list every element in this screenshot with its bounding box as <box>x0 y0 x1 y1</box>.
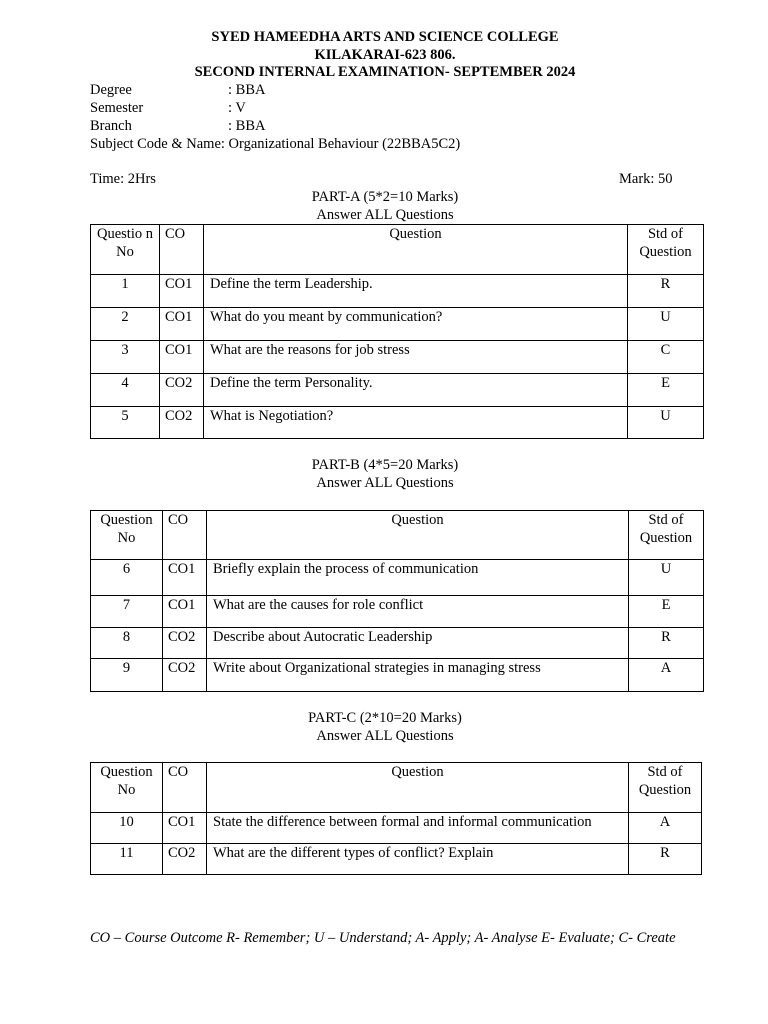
college-name: SYED HAMEEDHA ARTS AND SCIENCE COLLEGE <box>211 29 559 45</box>
course-outcome: CO2 <box>160 407 204 439</box>
course-outcome: CO1 <box>160 308 204 341</box>
course-outcome: CO1 <box>160 341 204 374</box>
question-no: 3 <box>91 341 160 374</box>
college-address: KILAKARAI-623 806. <box>314 46 456 63</box>
part-b-title: PART-B (4*5=20 Marks) <box>311 457 459 474</box>
column-header: Std of Question <box>629 510 704 559</box>
question-no: 9 <box>91 658 163 691</box>
column-header: Questio n No <box>91 225 160 275</box>
question-no: 6 <box>91 559 163 595</box>
question-standard: E <box>628 374 704 407</box>
exam-time: Time: 2Hrs <box>90 171 156 188</box>
part-c-title: PART-C (2*10=20 Marks) <box>308 709 462 726</box>
column-header: Question <box>204 225 628 275</box>
question-no: 7 <box>91 595 163 627</box>
question-no: 1 <box>91 275 160 308</box>
question-standard: U <box>628 308 704 341</box>
degree-label: Degree <box>90 82 132 99</box>
question-no: 10 <box>91 813 163 844</box>
part-b-table <box>90 510 704 692</box>
question-text: What is Negotiation? <box>204 407 628 439</box>
column-header: Std of Question <box>628 225 704 275</box>
course-outcome: CO2 <box>160 374 204 407</box>
branch-label: Branch <box>90 118 132 135</box>
column-header: Question <box>207 510 629 559</box>
time-mark-row <box>90 171 702 189</box>
exam-title: SECOND INTERNAL EXAMINATION- SEPTEMBER 2024 <box>194 64 576 81</box>
table-row <box>91 341 704 374</box>
table-row <box>91 407 704 439</box>
part-c-table <box>90 762 702 875</box>
table-header-row <box>91 763 702 813</box>
semester-row <box>90 100 702 118</box>
question-text: Define the term Personality. <box>204 374 628 407</box>
exam-mark: Mark: 50 <box>619 171 673 188</box>
footnote-legend: CO – Course Outcome R- Remember; U – Understand; A- Apply; A- Analyse E- Evaluate; C- Create <box>90 930 676 946</box>
column-header: CO <box>163 763 207 813</box>
semester-label: Semester <box>90 100 144 117</box>
table-row <box>91 844 702 875</box>
question-standard: U <box>628 407 704 439</box>
question-text: Briefly explain the process of communication <box>207 559 629 595</box>
degree-value: : BBA <box>228 82 266 99</box>
column-header: Question No <box>91 510 163 559</box>
question-no: 5 <box>91 407 160 439</box>
course-outcome: CO1 <box>160 275 204 308</box>
branch-value: : BBA <box>228 118 266 135</box>
table-row <box>91 275 704 308</box>
table-row <box>91 813 702 844</box>
question-text: State the difference between formal and informal communication <box>207 813 629 844</box>
table-header-row <box>91 510 704 559</box>
column-header: Std of Question <box>629 763 702 813</box>
question-standard: A <box>629 658 704 691</box>
question-text: Define the term Leadership. <box>204 275 628 308</box>
semester-value: : V <box>228 100 246 117</box>
course-outcome: CO1 <box>163 595 207 627</box>
question-no: 8 <box>91 627 163 658</box>
question-standard: R <box>628 275 704 308</box>
question-no: 2 <box>91 308 160 341</box>
question-text: What do you meant by communication? <box>204 308 628 341</box>
column-header: Question <box>207 763 629 813</box>
course-outcome: CO1 <box>163 559 207 595</box>
question-standard: R <box>629 627 704 658</box>
column-header: Question No <box>91 763 163 813</box>
question-standard: E <box>629 595 704 627</box>
part-c-instruction: Answer ALL Questions <box>316 727 454 744</box>
table-row <box>91 658 704 691</box>
table-header-row <box>91 225 704 275</box>
degree-row <box>90 82 702 100</box>
course-outcome: CO2 <box>163 844 207 875</box>
question-text: What are the causes for role conflict <box>207 595 629 627</box>
question-text: What are the reasons for job stress <box>204 341 628 374</box>
question-standard: A <box>629 813 702 844</box>
part-b-instruction: Answer ALL Questions <box>316 475 454 492</box>
table-row <box>91 627 704 658</box>
question-text: What are the different types of conflict? Explain <box>207 844 629 875</box>
table-row <box>91 559 704 595</box>
question-standard: U <box>629 559 704 595</box>
subject-line: Subject Code & Name: Organizational Behaviour (22BBA5C2) <box>90 136 461 153</box>
question-standard: C <box>628 341 704 374</box>
exam-paper <box>90 29 702 875</box>
part-a-title: PART-A (5*2=10 Marks) <box>311 189 459 206</box>
question-text: Describe about Autocratic Leadership <box>207 627 629 658</box>
course-outcome: CO2 <box>163 658 207 691</box>
table-row <box>91 595 704 627</box>
part-a-table <box>90 224 704 439</box>
part-a-instruction: Answer ALL Questions <box>316 206 454 223</box>
question-text: Write about Organizational strategies in managing stress <box>207 658 629 691</box>
question-no: 11 <box>91 844 163 875</box>
column-header: CO <box>160 225 204 275</box>
course-outcome: CO1 <box>163 813 207 844</box>
question-no: 4 <box>91 374 160 407</box>
table-row <box>91 374 704 407</box>
question-standard: R <box>629 844 702 875</box>
table-row <box>91 308 704 341</box>
subject-row <box>90 136 702 154</box>
course-outcome: CO2 <box>163 627 207 658</box>
branch-row <box>90 118 702 136</box>
column-header: CO <box>163 510 207 559</box>
